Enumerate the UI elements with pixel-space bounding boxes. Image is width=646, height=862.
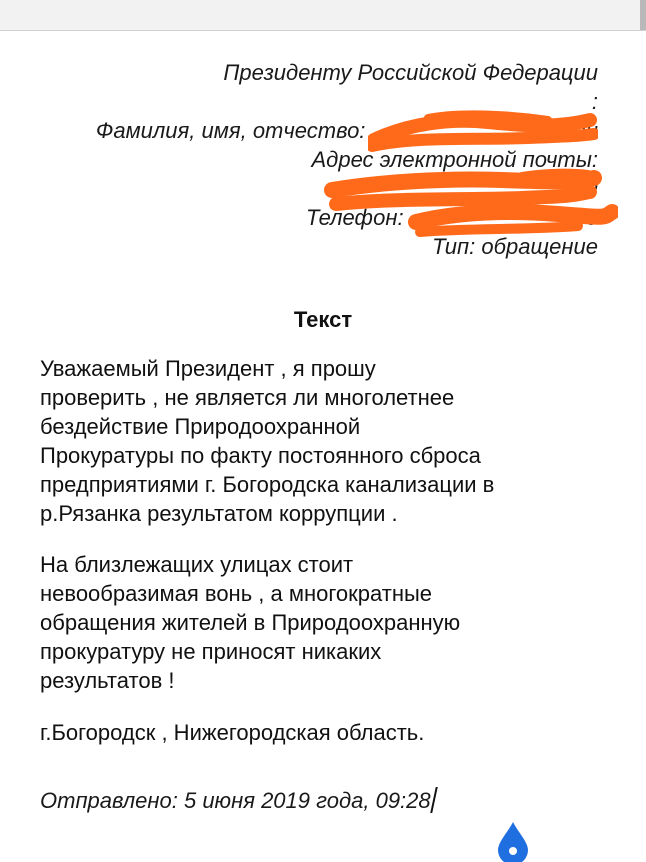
body-paragraph-3: г.Богородск , Нижегородская область. <box>40 720 425 745</box>
body-paragraph-2: На близлежащих улицах стоит невообразимая вонь , а многократные обращения жителей в Природоохранную прокуратуру не приносят никаких результатов ! <box>40 552 461 693</box>
name-tail: нон <box>561 118 598 143</box>
sent-text: Отправлено: 5 июня 2019 года, 09:28 <box>40 788 431 813</box>
email-tail: l <box>593 176 598 201</box>
body-paragraph-1: Уважаемый Президент , я прошу проверить , не является ли многолетнее бездействие Природоохранной Прокуратуры по факту постоянного сброса предприятиями г. Богородска канализации в р.Рязанка результатом коррупции . <box>40 356 495 526</box>
section-title: Текст <box>293 307 353 332</box>
sent-line <box>40 786 435 815</box>
name-line <box>40 116 598 145</box>
recipient-line: Президенту Российской Федерации <box>223 60 598 85</box>
document-page <box>0 30 646 862</box>
email-value-line <box>40 174 598 203</box>
email-line: Адрес электронной почты: <box>311 147 598 172</box>
type-line: Тип: обращение <box>432 234 598 259</box>
text-caret <box>430 787 438 813</box>
top-bar <box>0 0 646 31</box>
name-label: Фамилия, имя, отчество: <box>95 118 372 143</box>
address-header <box>40 58 598 261</box>
phone-tail: 0 <box>585 205 598 230</box>
colon-line: : <box>591 89 598 114</box>
phone-line <box>40 203 598 232</box>
scroll-indicator[interactable] <box>640 0 646 30</box>
phone-label: Телефон: <box>305 205 410 230</box>
cursor-handle-icon[interactable] <box>496 822 530 862</box>
